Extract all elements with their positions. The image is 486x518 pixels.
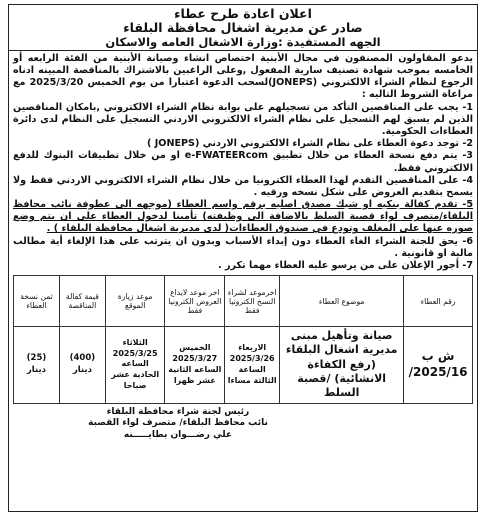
condition-2: 2- توجد دعوة العطاء على نظام الشراء الالكتروني الاردني (JONEPS ) (146, 138, 473, 150)
announcement-header (13, 7, 473, 49)
header-tender-subject: موضوع العطاء (280, 276, 404, 327)
cell-last-submit: الخميس 2025/3/27 الساعه الثانية عشر ظهرا (165, 327, 225, 403)
header-site-visit: موعد زيارة الموقع (105, 276, 165, 327)
cell-last-download: الاربعاء 2025/3/26 الساعة الثالثة مساءا (225, 327, 280, 403)
header-guarantee: قيمة كفالة المناقصة (59, 276, 105, 327)
header-copy-price: ثمن نسخة العطاء (14, 276, 60, 327)
tender-table (13, 275, 473, 403)
beneficiary-line: الجهه المستفيدة :وزارة الاشغال العامه والاسكان (105, 34, 381, 49)
issuer-line: صادر عن مديرية اشغال محافظة البلقاء (123, 20, 363, 36)
condition-1: 1- يجب على المناقصين التأكد من تسجيلهم على بوابة نظام الشراء الالكتروني ,بامكان المناقصين الذين لم يسبق لهم التسجيل على نظام الشراء الالكتروني الاردني التسجيل على النظام لدى دائرة العطاءات الحكومية. (13, 101, 473, 137)
cell-tender-subject: صيانة وتأهيل مبنى مديرية اشغال البلقاء (رفع الكفاءة الانشائية) /قصبة السلط (280, 327, 404, 403)
condition-4: 4- على المناقصين التقدم لهذا العطاء الكترونيا من خلال نظام الشراء الالكتروني الاردني فقط ولا يسمح بتقديم العروض على شكل نسخه ورقيه . (13, 174, 473, 198)
header-tender-number: رقم العطاء (404, 276, 473, 327)
header-last-download: اخرموعد لشراء النسخ الكترونيا فقط (225, 276, 280, 327)
signature-block (73, 407, 283, 442)
tender-table-header-row (14, 276, 473, 327)
announcement-body (13, 53, 473, 272)
header-last-submit: اخر موعد لايداع العروض الكترونيا فقط (165, 276, 225, 327)
header-divider (9, 50, 477, 51)
announcement-title: اعلان اعادة طرح عطاء (174, 6, 312, 21)
condition-3: 3- يتم دفع نسخة العطاء من خلال تطبيق e-FWATEERcom او من خلال تطبيقات البنوك للدفع الالكتروني فقط. (13, 150, 473, 174)
cell-site-visit: الثلاثاء 2025/3/25 الساعه الحادية عشر صباحا (105, 327, 165, 403)
cell-copy-price: (25) دينار (14, 327, 60, 403)
signature-line-1: رئيس لجنة شراء محافظة البلقاء (106, 406, 250, 417)
condition-7: 7- أجور الإعلان على من يرسو عليه العطاء مهما تكرر . (217, 259, 473, 271)
cell-tender-number: ش ب 2025/16/ (404, 327, 473, 403)
table-row (14, 327, 473, 403)
signature-name: علي رضـــوان بطايـــــنه (123, 429, 233, 440)
announcement-frame (8, 4, 478, 512)
cell-guarantee: (400) دينار (59, 327, 105, 403)
signature-line-2: نائب محافظ البلقاء/ متصرف لواء القصبة (88, 418, 268, 429)
intro-paragraph: يدعو المقاولون المصنفون في مجال الأبنية اختصاص انشاء وصيانة الأبنية من الفئة الرابعه أو الخامسه بموجب شهادة تصنيف سارية المفعول ,وعلى الراغبين بالاشتراك بالمناقصة المبينه ادناه الرجوع لنظام الشراء الالكتروني (JONEPS)لسحب الدعوة اعتبارا من يوم الخميس 2025/3/20 مع مراعاة الشروط التاليه : (13, 52, 473, 101)
condition-6: 6- يحق للجنة الشراء الغاء العطاء دون إبداء الأسباب وبدون ان يترتب على هذا الإلغاء أية مطالب مالية او قانونية . (13, 235, 473, 259)
condition-5: 5- تقدم كفالة بنكيه او شيك مصدق اصليه برقم واسم العطاء (موجهه الى عطوفة نائب محافظ البلقاء/متصرف لواء قصبة السلط بالاضافة الى وظيفته) تأمينا لدخول العطاء على ان يتم وضع صوره عنها على المغلف وتودع في صندوق العطاءات( لدى مديرية اشغال محافظة البلقاء ) . (13, 199, 473, 235)
